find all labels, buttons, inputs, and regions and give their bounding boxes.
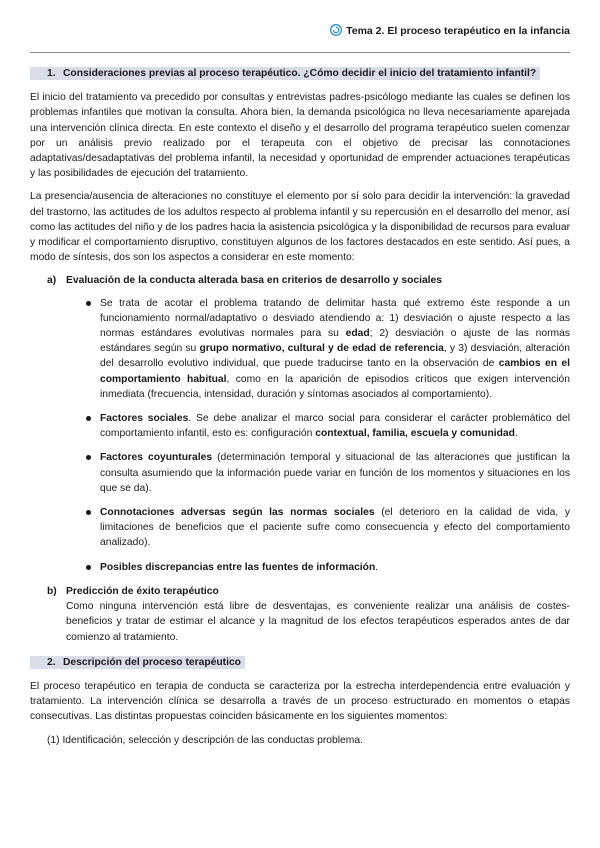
list-item: Se trata de acotar el problema tratando de delimitar hasta qué extremo éste responde a un funcionamiento normal/adaptativo o desviado atendiendo a: 1) desviación o ajuste respecto a las normas estándares evolutivas normales para su edad; 2) desviación o ajuste de las normas estándares según su grupo normativo, cultural y de edad de referencia, y 3) desviación, alteración del desarrollo evolutivo individual, que puede traducirse tanto en la observación de cambios en el comportamiento habitual, como en la aparición de episodios críticos que exigen intervención inmediata (frecuencia, intensidad, duración y síntomas asociados al comportamiento). bbox=[100, 296, 570, 402]
section-2-number: 2. bbox=[47, 656, 56, 668]
section-2-paragraph-1: El proceso terapéutico en terapia de conducta se caracteriza por la estrecha interdependencia entre evaluación y tratamiento. La intervención clínica se desarrolla a través de un proceso estructurado en momentos o etapas consecutivas. Las distintas propuestas coinciden básicamente en los siguientes momentos: bbox=[30, 680, 570, 723]
section-1-number: 1. bbox=[47, 68, 56, 79]
list-item: Factores coyunturales (determinación temporal y situacional de las alteraciones que justifican la consulta asumiendo que la información puede variar en función de los momentos y situaciones en los que se da). bbox=[100, 450, 570, 496]
page-header bbox=[30, 24, 570, 42]
subsection-b-label: b) bbox=[47, 585, 57, 597]
subsection-a-title: Evaluación de la conducta alterada basa en criterios de desarrollo y sociales bbox=[66, 275, 442, 287]
section-1-paragraph-2: La presencia/ausencia de alteraciones no constituye el elemento por sí solo para decidir la intervención: la gravedad del trastorno, las actitudes de los adultos respecto al problema infantil y su repercusión en el desarrollo del menor, así como las actitudes del niño y de los padres hacia la asistencia psicológica y la disponibilidad de recursos para evaluar y modificar el comportamiento disruptivo, constituyen algunos de los factores destacados en este sentido. Así pues, a modo de síntesis, dos son los aspectos a considerar en este momento: bbox=[30, 191, 570, 264]
section-1-title: Consideraciones previas al proceso terapéutico. ¿Cómo decidir el inicio del tratamiento infantil? bbox=[63, 68, 537, 79]
subsection-a-bullet-list bbox=[30, 296, 570, 575]
subsection-b-title: Predicción de éxito terapéutico bbox=[66, 585, 219, 597]
section-1-paragraph-1: El inicio del tratamiento va precedido por consultas y entrevistas padres-psicólogo mediante las cuales se definen los problemas infantiles que motivan la consulta. Ahora bien, la demanda psicológica no lleva necesariamente aparejada una intervención clínica directa. En este contexto el diseño y el desarrollo del programa terapéutico suelen comenzar por un análisis previo realizado por el terapeuta con el objetivo de precisar las connotaciones adaptativas/desadaptativas del problema infantil, la necesidad y oportunidad de emprender actuaciones terapéuticas y las posibilidades de ejecución del tratamiento. bbox=[30, 92, 570, 180]
bullet-icon bbox=[86, 301, 91, 306]
header-title: Tema 2. El proceso terapéutico en la infancia bbox=[346, 25, 570, 37]
document-body bbox=[30, 66, 570, 748]
list-item: Connotaciones adversas según las normas sociales (el deterioro en la calidad de vida, y limitaciones de beneficios que el paciente sufre como consecuencia y efecto del comportamiento analizado). bbox=[100, 505, 570, 551]
subsection-a-label: a) bbox=[47, 275, 57, 287]
section-2-list-item-1: (1) Identificación, selección y descripción de las conductas problema. bbox=[47, 734, 363, 746]
list-item: Posibles discrepancias entre las fuentes de información. bbox=[100, 560, 570, 575]
subsection-a-heading bbox=[47, 273, 570, 288]
section-2-title: Descripción del proceso terapéutico bbox=[63, 656, 241, 668]
spiral-logo-icon bbox=[330, 24, 342, 36]
bullet-icon bbox=[86, 565, 91, 570]
header-divider bbox=[30, 52, 570, 53]
bullet-icon bbox=[86, 416, 91, 421]
section-2-heading bbox=[30, 655, 570, 670]
bullet-icon bbox=[86, 455, 91, 460]
subsection-b-text: Como ninguna intervención está libre de desventajas, es conveniente realizar una análisis de costes-beneficios y tratar de estimar el alcance y la magnitud de los efectos terapéuticos esperados antes de dar comienzo al tratamiento. bbox=[66, 601, 570, 643]
bullet-icon bbox=[86, 510, 91, 515]
subsection-b-heading bbox=[47, 584, 570, 599]
section-1-heading bbox=[30, 66, 570, 81]
subsection-b bbox=[47, 584, 570, 645]
list-item: Factores sociales. Se debe analizar el marco social para considerar el carácter problemático del comportamiento infantil, esto es: configuración contextual, familia, escuela y comunidad. bbox=[100, 411, 570, 441]
